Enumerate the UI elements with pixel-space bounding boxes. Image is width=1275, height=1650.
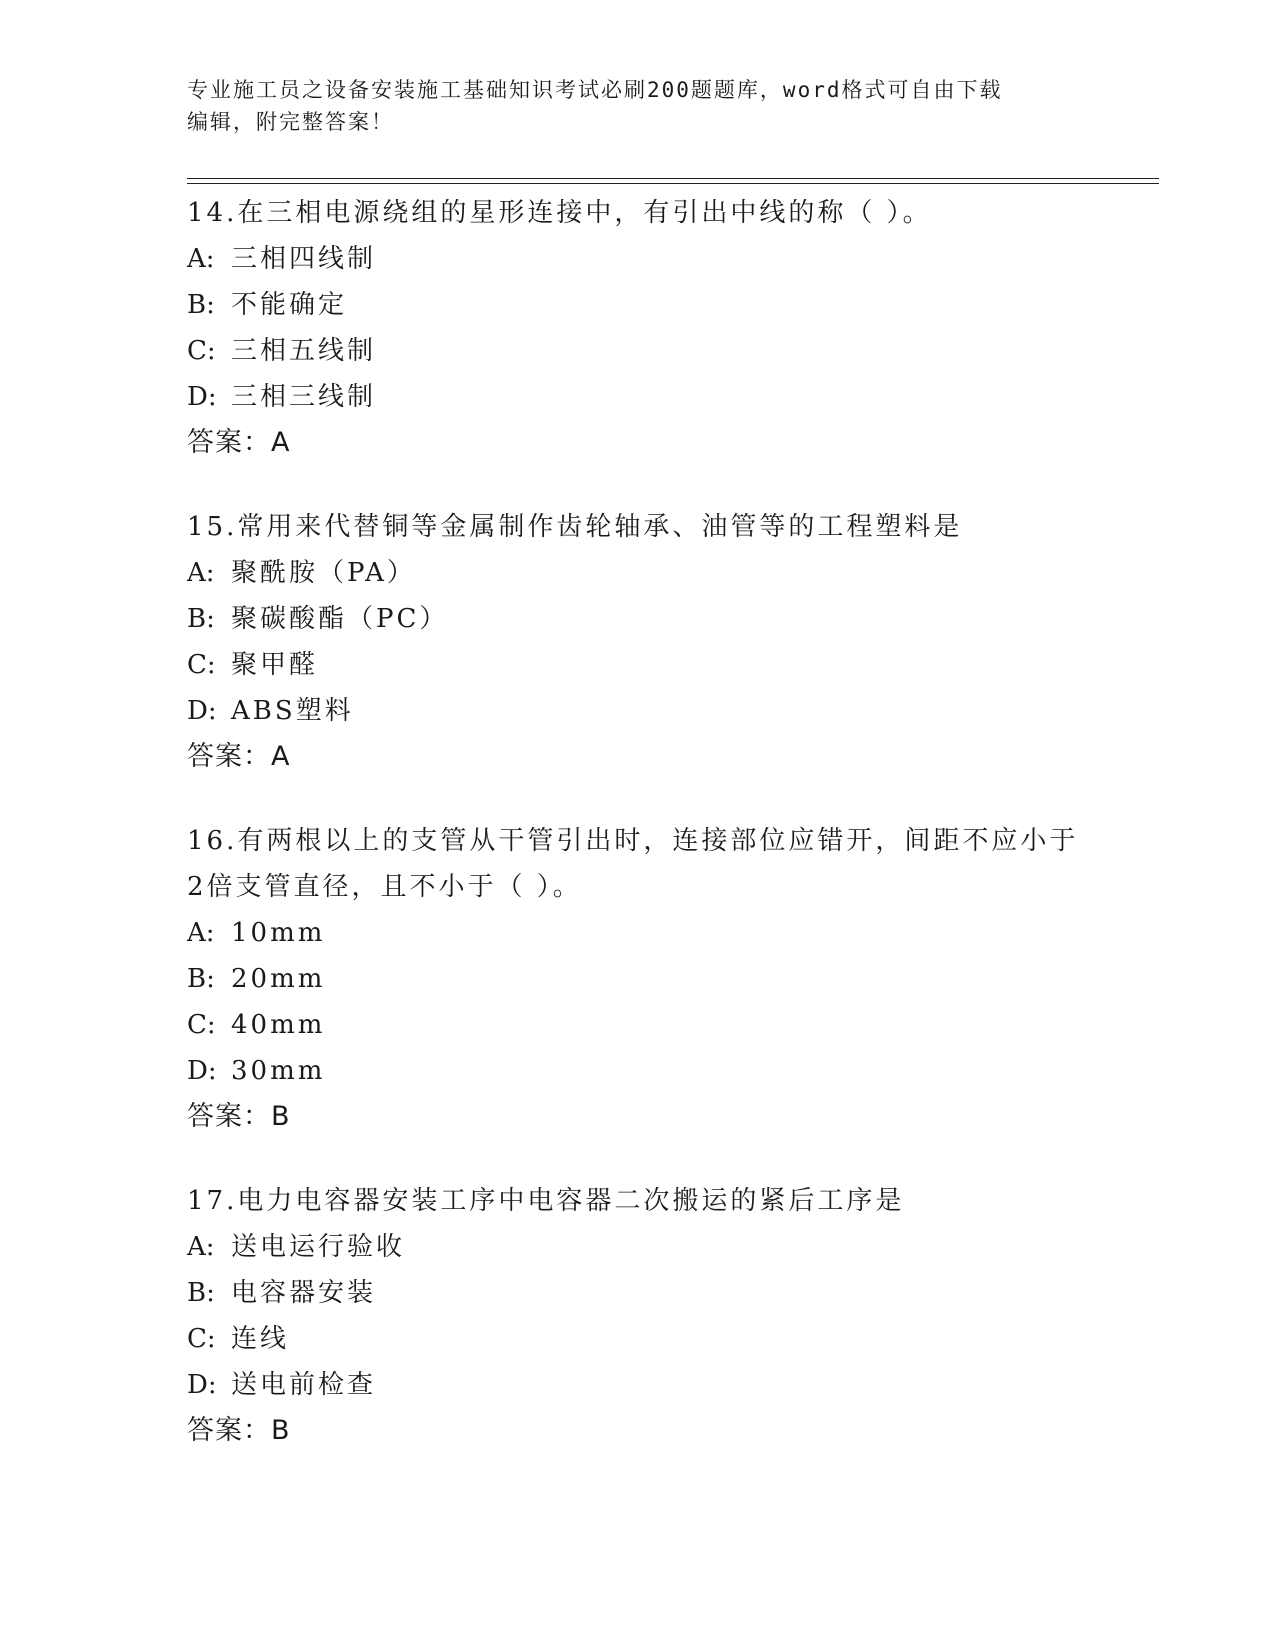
question-text: 16.有两根以上的支管从干管引出时，连接部位应错开，间距不应小于 (187, 826, 1079, 856)
option-b (187, 282, 1187, 328)
option-label: D: (187, 382, 217, 412)
option-label: D: (187, 1370, 217, 1400)
option-label: C: (187, 1324, 216, 1354)
question-16 (187, 818, 1187, 1140)
option-d (187, 688, 1187, 734)
option-b (187, 596, 1187, 642)
option-d (187, 1362, 1187, 1408)
question-text-continued: 2倍支管直径，且不小于（ ）。 (187, 872, 582, 902)
option-text: 聚酰胺（PA） (231, 558, 416, 588)
option-text: 三相五线制 (231, 336, 377, 366)
question-14 (187, 190, 1187, 466)
option-c (187, 642, 1187, 688)
option-c (187, 328, 1187, 374)
question-text: 14.在三相电源绕组的星形连接中，有引出中线的称（ ）。 (187, 198, 932, 228)
option-text: ABS塑料 (231, 696, 354, 726)
question-text: 15.常用来代替铜等金属制作齿轮轴承、油管等的工程塑料是 (187, 512, 963, 542)
header-line-1: 专业施工员之设备安装施工基础知识考试必刷200题题库，word格式可自由下载 (187, 78, 1003, 102)
option-d (187, 374, 1187, 420)
question-list (187, 190, 1187, 1492)
option-text: 30mm (231, 1056, 326, 1086)
option-label: B: (187, 964, 215, 994)
answer-line: 答案：A (187, 741, 291, 772)
option-text: 电容器安装 (231, 1278, 377, 1308)
option-text: 40mm (231, 1010, 326, 1040)
option-text: 连线 (231, 1324, 290, 1354)
header-line-2: 编辑，附完整答案！ (187, 110, 394, 134)
option-text: 10mm (231, 918, 326, 948)
option-label: B: (187, 290, 215, 320)
option-a (187, 910, 1187, 956)
answer-line: 答案：B (187, 1415, 291, 1446)
answer-line: 答案：A (187, 427, 291, 458)
option-text: 送电前检查 (231, 1370, 377, 1400)
option-text: 聚甲醛 (231, 650, 319, 680)
option-label: B: (187, 604, 215, 634)
option-label: A: (187, 244, 215, 274)
option-label: C: (187, 336, 216, 366)
option-d (187, 1048, 1187, 1094)
option-b (187, 1270, 1187, 1316)
question-17 (187, 1178, 1187, 1454)
option-text: 三相四线制 (231, 244, 377, 274)
header-divider-bottom (187, 183, 1159, 184)
option-text: 送电运行验收 (231, 1232, 406, 1262)
option-b (187, 956, 1187, 1002)
option-label: B: (187, 1278, 215, 1308)
option-text: 三相三线制 (231, 382, 377, 412)
option-c (187, 1002, 1187, 1048)
option-label: A: (187, 918, 215, 948)
option-label: D: (187, 696, 217, 726)
option-a (187, 236, 1187, 282)
option-a (187, 550, 1187, 596)
option-label: A: (187, 558, 215, 588)
option-text: 不能确定 (231, 290, 348, 320)
option-a (187, 1224, 1187, 1270)
answer-line: 答案：B (187, 1101, 291, 1132)
option-c (187, 1316, 1187, 1362)
question-15 (187, 504, 1187, 780)
option-label: D: (187, 1056, 217, 1086)
option-text: 20mm (231, 964, 326, 994)
document-header (187, 74, 1067, 138)
question-text: 17.电力电容器安装工序中电容器二次搬运的紧后工序是 (187, 1186, 905, 1216)
header-divider-top (187, 178, 1159, 179)
option-label: C: (187, 1010, 216, 1040)
option-label: C: (187, 650, 216, 680)
option-label: A: (187, 1232, 215, 1262)
option-text: 聚碳酸酯（PC） (231, 604, 449, 634)
